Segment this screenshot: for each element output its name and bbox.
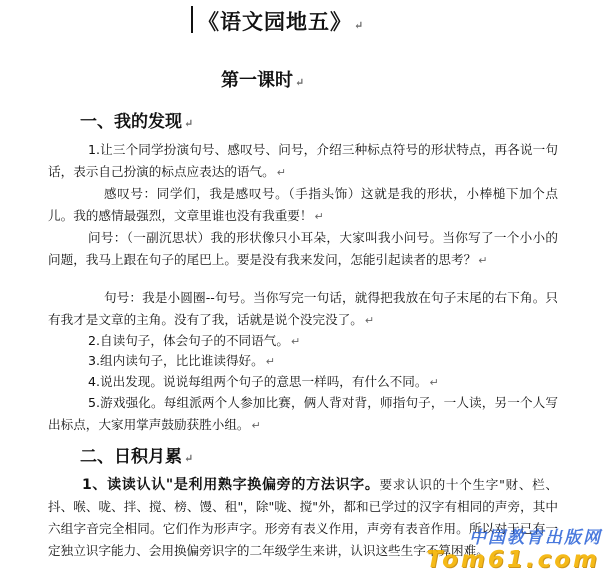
paragraph: 1.让三个同学扮演句号、感叹号、问号，介绍三种标点符号的形状特点，再各说一句话，表示自己扮演的标点应表达的语气。 ↵ (48, 142, 558, 179)
section-heading-discovery: 一、我的发现 ↵ (80, 112, 194, 132)
text-cursor (191, 6, 193, 33)
paragraph: 1、读读认认"是利用熟字换偏旁的方法识字。要求认识的十个生字"财、栏、抖、喉、咙、拌、搅、榜、馒、租"，除"咙、搅"外，都和已学过的汉字有相同的声旁，其中六组字音完全相同。它们作为形声字。形旁有表义作用，声旁有表音作用。所以对于已有一定独立识字能力、会用换偏旁识字的二年级学生来讲，认识这些生字不算困难。 (48, 477, 558, 558)
paragraph: 感叹号：同学们，我是感叹号。（手指头饰）这就是我的形状，小棒槌下加个点儿。我的感情最强烈，文章里谁也没有我重要！ ↵ (48, 186, 558, 223)
watermark-logo: 中国教育出版网 Tom61.com (426, 528, 602, 573)
paragraph: 3.组内读句子，比比谁读得好。 ↵ (88, 353, 275, 368)
section-heading-accumulation: 二、日积月累 ↵ (80, 447, 194, 467)
paragraph: 2.自读句子，体会句子的不同语气。 ↵ (88, 333, 301, 348)
paragraph: 4.说出发现。说说每组两个句子的意思一样吗，有什么不同。 ↵ (88, 374, 439, 389)
document-title: 《语文园地五》 ↵ (198, 9, 365, 34)
lesson-heading: 第一课时 ↵ (221, 70, 305, 91)
paragraph: 5.游戏强化。每组派两个人参加比赛，俩人背对背，师指句子，一人读，另一个人写出标点，大家用掌声鼓励获胜小组。 ↵ (48, 395, 558, 432)
paragraph: 问号：（一副沉思状）我的形状像只小耳朵，大家叫我小问号。当你写了一个小小的问题，我马上跟在句子的尾巴上。要是没有我来发问，怎能引起读者的思考？ ↵ (48, 230, 558, 267)
paragraph: 句号：我是小圆圈--句号。当你写完一句话，就得把我放在句子末尾的右下角。只有我才是文章的主角。没有了我，话就是说个没完没了。 ↵ (48, 290, 558, 327)
